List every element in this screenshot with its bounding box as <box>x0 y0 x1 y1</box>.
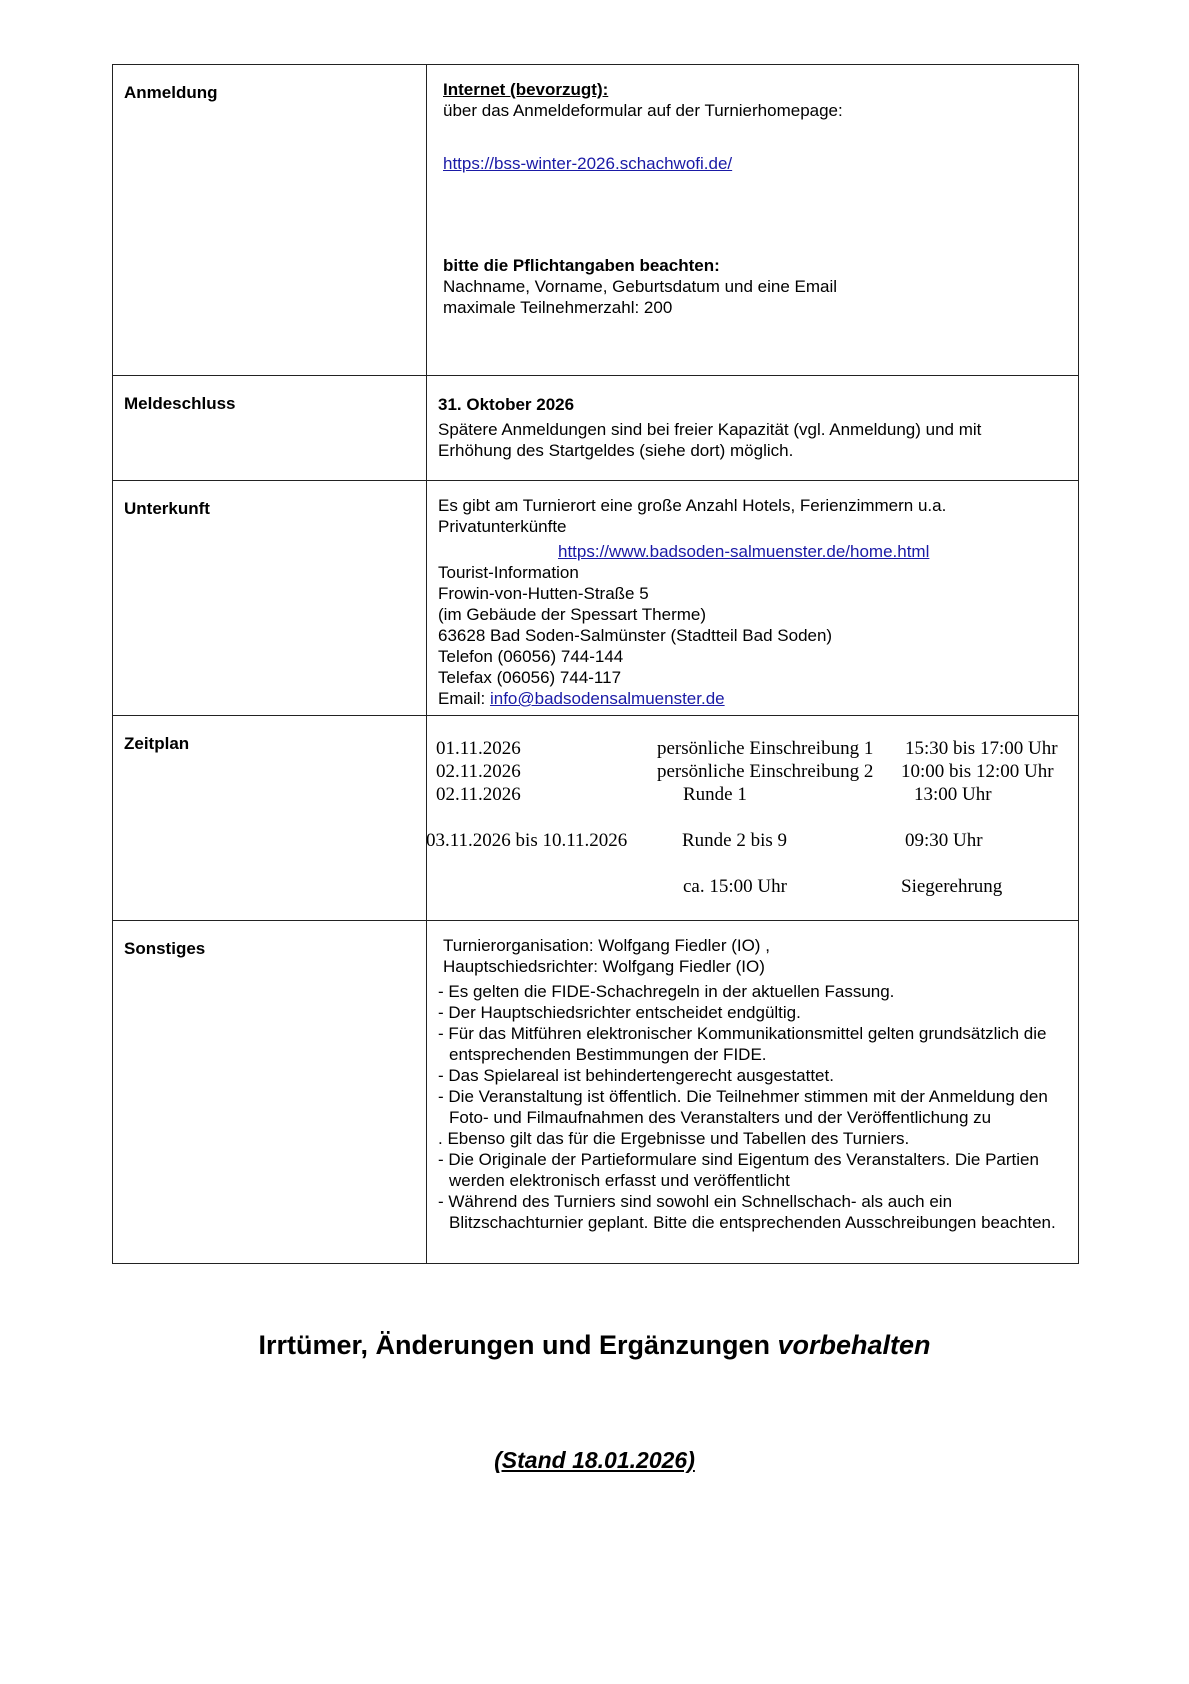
schedule-event: persönliche Einschreibung 1 <box>657 738 874 759</box>
address-line: Tourist-Information <box>438 563 579 582</box>
schedule-event: Runde 1 <box>683 784 747 805</box>
schedule-time: 15:30 bis 17:00 Uhr <box>905 738 1058 759</box>
content-cell <box>427 481 1079 716</box>
schedule-time: 13:00 Uhr <box>914 784 992 805</box>
rule-item: - Die Veranstaltung ist öffentlich. Die Teilnehmer stimmen mit der Anmeldung den Foto- und Filmaufnahmen des Veranstalters und der Veröffentlichung zu <box>438 1087 1048 1127</box>
deadline-text: Spätere Anmeldungen sind bei freier Kapazität (vgl. Anmeldung) und mit <box>438 420 982 439</box>
schedule-row <box>427 876 1078 899</box>
row-label: Zeitplan <box>124 734 190 753</box>
address-line: Frowin-von-Hutten-Straße 5 <box>438 584 649 603</box>
schedule-row <box>427 761 1078 784</box>
address-line: 63628 Bad Soden-Salmünster (Stadtteil Bad Soden) <box>438 626 833 645</box>
required-fields-heading: bitte die Pflichtangaben beachten: <box>443 256 720 275</box>
document-date: (Stand 18.01.2026) <box>494 1447 695 1473</box>
town-website-link[interactable]: https://www.badsoden-salmuenster.de/home.html <box>558 542 930 561</box>
row-sonstiges <box>113 921 1079 1264</box>
tournament-homepage-link[interactable]: https://bss-winter-2026.schachwofi.de/ <box>443 154 733 173</box>
registration-heading: Internet (bevorzugt): <box>443 80 609 99</box>
schedule-date: 02.11.2026 <box>436 761 521 782</box>
label-cell <box>113 921 427 1264</box>
rule-item: - Die Originale der Partieformulare sind Eigentum des Veranstalters. Die Partien werden elektronisch erfasst und veröffentlicht <box>438 1150 1039 1190</box>
phone-line: Telefon (06056) 744-144 <box>438 647 624 666</box>
label-cell <box>113 481 427 716</box>
schedule-date: 02.11.2026 <box>436 784 521 805</box>
label-cell <box>113 65 427 376</box>
disclaimer-notice <box>0 1330 1189 1361</box>
row-unterkunft <box>113 481 1079 716</box>
accommodation-text: Privatunterkünfte <box>438 517 567 536</box>
schedule-row <box>427 830 1078 853</box>
schedule-time: 09:30 Uhr <box>905 830 983 851</box>
label-cell <box>113 376 427 481</box>
row-zeitplan <box>113 716 1079 921</box>
schedule-event: Runde 2 bis 9 <box>682 830 788 851</box>
registration-text: über das Anmeldeformular auf der Turnierhomepage: <box>443 101 843 120</box>
schedule-date: 01.11.2026 <box>436 738 521 759</box>
schedule-row <box>427 738 1078 761</box>
deadline-text: Erhöhung des Startgeldes (siehe dort) möglich. <box>438 441 794 460</box>
schedule-row <box>427 784 1078 807</box>
content-cell <box>427 65 1079 376</box>
fax-line: Telefax (06056) 744-117 <box>438 668 622 687</box>
email-line <box>438 688 1078 709</box>
rule-item: - Der Hauptschiedsrichter entscheidet endgültig. <box>438 1003 801 1022</box>
disclaimer-italic: vorbehalten <box>777 1330 931 1360</box>
schedule-time: Siegerehrung <box>901 876 1003 897</box>
rule-item: - Für das Mitführen elektronischer Kommunikationsmittel gelten grundsätzlich die entsprechenden Bestimmungen der FIDE. <box>438 1024 1047 1064</box>
accommodation-text: Es gibt am Turnierort eine große Anzahl Hotels, Ferienzimmern u.a. <box>438 496 947 515</box>
row-label: Unterkunft <box>124 499 210 518</box>
row-label: Anmeldung <box>124 83 218 102</box>
row-anmeldung <box>113 65 1079 376</box>
max-participants-text: maximale Teilnehmerzahl: 200 <box>443 298 673 317</box>
email-label: Email: <box>438 689 490 708</box>
address-line: (im Gebäude der Spessart Therme) <box>438 605 707 624</box>
row-label: Sonstiges <box>124 939 206 958</box>
email-link[interactable]: info@badsodensalmuenster.de <box>489 689 725 708</box>
rule-item: - Während des Turniers sind sowohl ein Schnellschach- als auch ein Blitzschachturnier geplant. Bitte die entsprechenden Ausschreibungen beachten. <box>438 1192 1056 1232</box>
schedule-date: 03.11.2026 bis 10.11.2026 <box>426 830 628 851</box>
required-fields-text: Nachname, Vorname, Geburtsdatum und eine Email <box>443 277 838 296</box>
rule-item: - Das Spielareal ist behindertengerecht ausgestattet. <box>438 1066 834 1085</box>
content-cell <box>427 716 1079 921</box>
content-cell <box>427 376 1079 481</box>
row-meldeschluss <box>113 376 1079 481</box>
chief-arbiter-line: Hauptschiedsrichter: Wolfgang Fiedler (IO) <box>443 957 765 976</box>
row-label: Meldeschluss <box>124 394 236 413</box>
schedule-time: 10:00 bis 12:00 Uhr <box>901 761 1054 782</box>
label-cell <box>113 716 427 921</box>
schedule-event: persönliche Einschreibung 2 <box>657 761 874 782</box>
content-cell <box>427 921 1079 1264</box>
deadline-date: 31. Oktober 2026 <box>438 395 575 414</box>
schedule-event: ca. 15:00 Uhr <box>683 876 787 897</box>
rule-item: . Ebenso gilt das für die Ergebnisse und Tabellen des Turniers. <box>438 1129 910 1148</box>
disclaimer-text: Irrtümer, Änderungen und Ergänzungen <box>258 1330 778 1360</box>
info-table <box>112 64 1079 1264</box>
organizer-line: Turnierorganisation: Wolfgang Fiedler (IO) , <box>443 936 770 955</box>
rule-item: - Es gelten die FIDE-Schachregeln in der aktuellen Fassung. <box>438 982 895 1001</box>
